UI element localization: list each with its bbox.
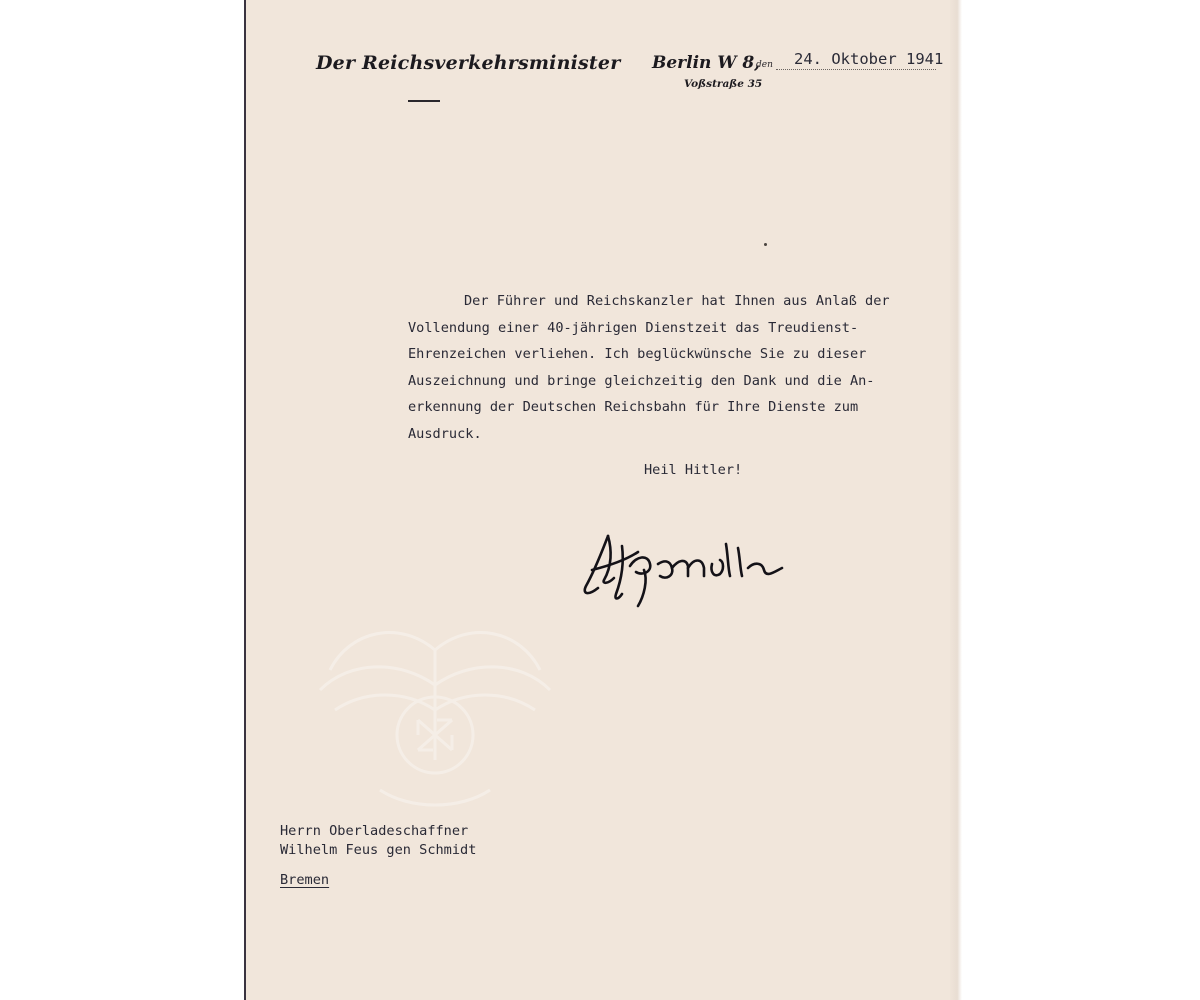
recipient-line: Wilhelm Feus gen Schmidt [280,842,477,858]
recipient-city: Bremen [280,872,330,888]
sender-letterhead: Der Reichsverkehrsminister [316,52,621,74]
sender-street: Voßstraße 35 [684,78,763,90]
letter-date: 24. Oktober 1941 [794,50,944,68]
letter-body [408,288,948,448]
closing-salutation: Heil Hitler! [644,462,743,478]
recipient-address [280,822,476,860]
date-dotted-line [776,69,936,70]
recipient-line: Herrn Oberladeschaffner [280,823,469,839]
sender-city: Berlin W 8, [652,53,761,73]
embossed-seal-icon [290,560,580,850]
body-line: Der Führer und Reichskanzler hat Ihnen aus Anlaß der [464,293,890,309]
body-line: Auszeichnung und bringe gleichzeitig den Dank und die An- [408,372,875,389]
ink-speck [764,243,767,246]
handwritten-signature-icon [578,526,792,610]
date-label: den [756,60,773,70]
letterhead-divider [408,100,440,102]
body-line: Ausdruck. [408,425,482,442]
body-line: Ehrenzeichen verliehen. Ich beglückwünsche Sie zu dieser [408,346,867,363]
sheet-right-edge [950,0,962,1000]
body-line: Vollendung einer 40-jährigen Dienstzeit das Treudienst- [408,319,859,336]
body-line: erkennung der Deutschen Reichsbahn für Ihre Dienste zum [408,399,859,416]
